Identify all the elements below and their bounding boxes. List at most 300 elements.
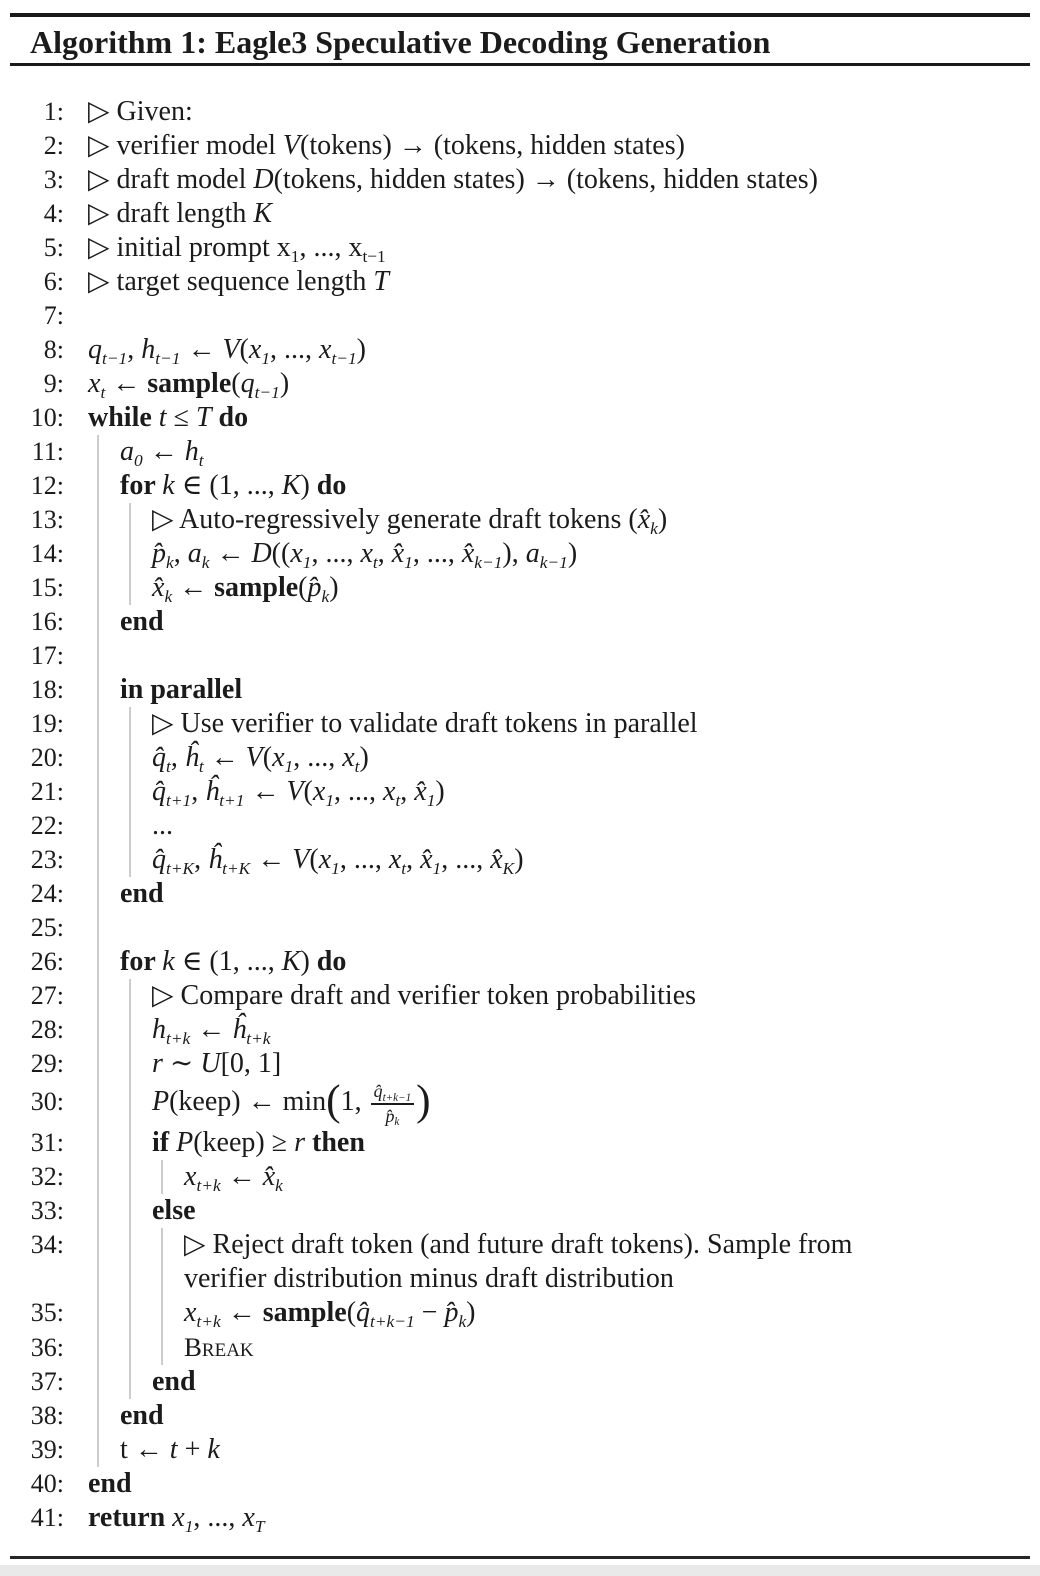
code-segment: ĥ — [232, 1014, 247, 1045]
code-segment: ← — [250, 844, 293, 875]
line-number: 13: — [30, 505, 64, 534]
indent-guide — [97, 945, 99, 979]
algo-line — [0, 197, 1040, 231]
indent-guide — [97, 605, 99, 639]
code-segment: ▷ target sequence length — [88, 266, 374, 297]
code-segment: ( — [346, 1297, 357, 1329]
algo-line — [0, 265, 1040, 299]
code-segment: t+1 — [219, 790, 245, 810]
line-content — [64, 1399, 1040, 1433]
indent-guide — [97, 503, 99, 537]
code-segment: t+k−1 — [382, 1091, 412, 1104]
code-segment: ▷ Given: — [88, 96, 193, 127]
line-number: 3: — [43, 165, 64, 194]
code-segment: k — [162, 470, 175, 501]
code-segment: ( — [231, 368, 241, 399]
algo-line — [0, 1501, 1040, 1535]
code-segment: for — [120, 470, 163, 501]
indent-guide — [161, 1296, 163, 1330]
algo-line — [0, 945, 1040, 979]
algo-line — [0, 605, 1040, 639]
line-content — [64, 741, 1040, 775]
line-content — [64, 809, 1040, 843]
code-segment: k−1 — [474, 552, 503, 572]
code-segment: x — [319, 334, 332, 365]
line-content — [64, 197, 1040, 231]
code-segment: 1 — [404, 552, 413, 572]
algo-line — [0, 435, 1040, 469]
indent-guide — [129, 809, 131, 843]
indent-guide — [129, 1160, 131, 1194]
algo-line — [0, 673, 1040, 707]
code-segment: h — [141, 334, 156, 365]
line-number: 24: — [30, 879, 64, 908]
code-segment: q̂ — [356, 1297, 371, 1329]
line-content — [64, 1296, 1040, 1330]
line-number: 33: — [30, 1196, 64, 1226]
algo-line — [0, 1160, 1040, 1194]
line-number: 10: — [30, 403, 64, 432]
line-content — [64, 843, 1040, 877]
code-segment: ≤ — [166, 402, 196, 433]
code-segment: t — [395, 790, 401, 810]
code-segment: ) — [329, 572, 339, 603]
code-segment: K — [253, 198, 273, 229]
indent-guide — [97, 809, 99, 843]
code-segment: 0 — [134, 450, 143, 470]
code-segment: x — [184, 1297, 197, 1329]
code-segment: t−1 — [362, 246, 386, 266]
code-segment: 1 — [432, 858, 442, 878]
indent-guide — [97, 911, 99, 945]
code-segment: x — [318, 844, 332, 875]
code-segment: ▷ initial prompt x — [88, 232, 291, 263]
line-content — [64, 401, 1040, 435]
indent-guide — [97, 1365, 99, 1399]
code-segment: t — [372, 552, 378, 572]
code-segment: do — [316, 470, 347, 501]
code-segment: end — [120, 1400, 164, 1432]
code-segment: ( — [303, 776, 313, 807]
code-segment: q̂ — [373, 1081, 383, 1101]
indent-guide — [97, 1296, 99, 1330]
indent-guide — [129, 1296, 131, 1330]
code-segment: P — [176, 1127, 194, 1159]
code-segment: x — [342, 742, 355, 773]
code-segment: t — [158, 402, 167, 433]
code-segment: t+k — [196, 1311, 221, 1331]
line-number: 29: — [30, 1049, 64, 1078]
algo-line — [0, 333, 1040, 367]
code-segment: T — [373, 266, 389, 297]
line-content — [64, 231, 1040, 265]
code-segment: (( — [271, 538, 291, 569]
line-number: 17: — [30, 641, 64, 670]
code-segment: ▷ draft length — [88, 198, 254, 229]
code-segment: ) — [359, 742, 369, 773]
code-segment: , — [173, 538, 188, 569]
algo-line — [0, 775, 1040, 809]
indent-guide — [129, 1126, 131, 1160]
code-segment: 1, — [340, 1086, 369, 1118]
code-segment: V — [282, 130, 301, 161]
code-segment: T — [195, 402, 212, 433]
code-segment: verifier distribution minus draft distribution — [184, 1263, 674, 1295]
code-segment: ← — [220, 1161, 263, 1193]
indent-guide — [97, 1330, 99, 1365]
indent-guide — [97, 639, 99, 673]
code-segment: t+k — [166, 1028, 191, 1048]
line-content — [64, 367, 1040, 401]
code-segment: , — [170, 742, 185, 773]
code-segment: k — [458, 1311, 467, 1331]
code-segment: ĥ — [208, 844, 223, 875]
code-segment: + — [177, 1434, 208, 1466]
code-segment: r — [152, 1048, 163, 1079]
indent-guide — [97, 707, 99, 741]
line-number: 8: — [43, 335, 64, 364]
line-content — [64, 435, 1040, 469]
code-segment: , ..., — [270, 334, 319, 365]
code-segment: K — [281, 946, 301, 977]
code-segment: ) — [567, 538, 578, 569]
algo-line — [0, 503, 1040, 537]
code-segment: ← — [244, 776, 287, 807]
indent-guide — [97, 673, 99, 707]
line-number: 36: — [30, 1333, 64, 1363]
code-segment: ← — [203, 742, 246, 773]
line-number: 37: — [30, 1367, 64, 1397]
code-segment: K — [502, 858, 515, 878]
line-content — [64, 1047, 1040, 1081]
code-segment: ∈ (1, ..., — [174, 946, 282, 977]
indent-guide — [129, 1228, 131, 1296]
code-segment: , ..., — [193, 1502, 243, 1534]
line-content — [64, 1013, 1040, 1047]
line-content — [64, 707, 1040, 741]
code-segment: k — [164, 586, 173, 606]
fraction — [371, 1081, 415, 1129]
line-number: 32: — [30, 1162, 64, 1192]
code-segment: 1 — [426, 790, 436, 810]
indent-guide — [97, 1433, 99, 1467]
code-segment: V — [222, 334, 240, 365]
algo-line — [0, 1296, 1040, 1330]
code-segment: 1 — [331, 858, 340, 878]
indent-guide — [97, 1228, 99, 1296]
code-segment: P — [152, 1086, 170, 1118]
line-content — [64, 129, 1040, 163]
indent-guide — [97, 571, 99, 605]
code-segment: q̂ — [152, 776, 166, 807]
code-segment: ( — [239, 334, 249, 365]
code-segment: k — [321, 586, 330, 606]
line-content — [64, 1160, 1040, 1194]
code-segment: V — [292, 844, 310, 875]
code-segment: t+K — [166, 858, 195, 878]
code-segment: h — [184, 436, 199, 467]
code-segment: return — [88, 1502, 173, 1534]
indent-guide — [129, 1013, 131, 1047]
code-segment: x̂ — [490, 844, 503, 875]
line-content — [64, 1194, 1040, 1228]
indent-guide — [97, 1126, 99, 1160]
code-segment: t — [100, 382, 106, 402]
code-segment: t+k — [246, 1028, 271, 1048]
code-segment: ∼ — [162, 1048, 201, 1079]
line-number: 38: — [30, 1401, 64, 1431]
code-segment: , ..., — [412, 538, 462, 569]
code-segment: x̂ — [637, 504, 651, 535]
frac-numerator — [371, 1081, 415, 1105]
line-content — [64, 503, 1040, 537]
code-segment: ( — [326, 1076, 341, 1125]
algo-line — [0, 1228, 1040, 1296]
line-number: 15: — [30, 573, 64, 602]
algo-line — [0, 741, 1040, 775]
indent-guide — [161, 1160, 163, 1194]
algo-line — [0, 843, 1040, 877]
code-segment: ) — [300, 946, 317, 977]
code-segment: a — [525, 538, 540, 569]
line-number: 39: — [30, 1435, 64, 1465]
line-number: 19: — [30, 709, 64, 738]
frac-denominator — [385, 1105, 399, 1127]
algo-line — [0, 1013, 1040, 1047]
code-segment: h — [152, 1014, 166, 1045]
code-segment: p̂ — [444, 1297, 459, 1329]
code-segment: ← — [180, 334, 223, 365]
line-content — [64, 945, 1040, 979]
code-segment: D — [251, 538, 272, 569]
line-content — [64, 1076, 1040, 1129]
indent-guide — [97, 1194, 99, 1228]
code-segment: 1 — [290, 246, 300, 266]
code-segment: t — [198, 756, 204, 776]
code-segment: k — [650, 518, 658, 538]
break-keyword: Break — [184, 1332, 254, 1363]
code-segment: 1 — [284, 756, 294, 776]
code-segment: k−1 — [539, 552, 568, 572]
code-segment: x̂ — [420, 844, 433, 875]
code-segment: t−1 — [254, 382, 280, 402]
line-number: 9: — [43, 369, 64, 398]
indent-guide — [129, 741, 131, 775]
line-number: 11: — [31, 437, 64, 466]
indent-guide — [97, 775, 99, 809]
code-segment: x — [383, 776, 396, 807]
code-segment: sample — [214, 572, 299, 603]
line-number: 2: — [43, 131, 64, 160]
code-segment: ( — [298, 572, 308, 603]
code-segment: k — [207, 1434, 220, 1466]
code-segment: t−1 — [331, 348, 357, 368]
code-segment: p̂ — [307, 572, 322, 603]
line-number: 12: — [30, 471, 64, 500]
line-content — [64, 1126, 1040, 1160]
code-segment: end — [88, 1468, 132, 1500]
code-segment: x — [388, 844, 402, 875]
line-number: 5: — [43, 233, 64, 262]
code-segment: , ..., — [339, 844, 389, 875]
line-content — [64, 673, 1040, 707]
code-segment: k — [275, 1175, 283, 1195]
algo-line — [0, 877, 1040, 911]
code-segment: sample — [262, 1297, 347, 1329]
code-segment: do — [211, 402, 249, 433]
line-content — [64, 163, 1040, 197]
line-number: 26: — [30, 947, 64, 976]
code-segment: T — [254, 1516, 265, 1536]
line-number: 16: — [30, 607, 64, 636]
code-segment: D — [253, 164, 274, 195]
indent-guide — [97, 1047, 99, 1081]
line-content — [64, 1330, 1040, 1365]
line-number: 14: — [30, 539, 64, 568]
code-segment: t — [198, 450, 204, 470]
code-segment: ▷ Use verifier to validate draft tokens in parallel — [152, 708, 698, 739]
algo-line — [0, 1467, 1040, 1501]
bottom-rule — [10, 1556, 1030, 1559]
line-number: 21: — [30, 777, 64, 806]
footer-strip — [0, 1565, 1040, 1576]
code-segment: , ..., — [441, 844, 491, 875]
code-segment: x̂ — [414, 776, 427, 807]
code-segment: ← — [172, 572, 215, 603]
code-segment: x — [184, 1161, 197, 1193]
code-segment: t — [401, 858, 407, 878]
code-segment: p̂ — [152, 538, 166, 569]
code-segment: ) — [657, 504, 668, 535]
code-segment: x̂ — [391, 538, 405, 569]
code-segment: x — [248, 334, 262, 365]
indent-guide — [129, 1365, 131, 1399]
code-segment: p̂ — [385, 1105, 395, 1126]
indent-guide — [129, 1047, 131, 1081]
line-number: 40: — [30, 1469, 64, 1499]
code-segment: x — [242, 1502, 255, 1534]
line-content — [64, 1365, 1040, 1399]
line-content — [64, 1501, 1040, 1535]
algo-line — [0, 911, 1040, 945]
code-segment: ĥ — [205, 776, 220, 807]
algo-line — [0, 367, 1040, 401]
line-number: 4: — [43, 199, 64, 228]
indent-guide — [97, 877, 99, 911]
code-segment: r — [294, 1127, 305, 1159]
line-number: 30: — [30, 1087, 64, 1117]
code-segment: V — [245, 742, 263, 773]
code-segment: ← — [105, 368, 148, 399]
code-segment: t — [354, 756, 360, 776]
line-number: 41: — [30, 1503, 64, 1533]
algo-line — [0, 1047, 1040, 1081]
algo-line — [0, 571, 1040, 605]
indent-guide — [129, 537, 131, 571]
code-segment: ( — [309, 844, 319, 875]
line-content — [64, 333, 1040, 367]
code-segment: K — [281, 470, 301, 501]
line-number: 28: — [30, 1015, 64, 1044]
line-number: 27: — [30, 981, 64, 1010]
code-segment: a — [120, 436, 134, 467]
algo-line — [0, 1194, 1040, 1228]
algo-line — [0, 231, 1040, 265]
line-content — [64, 1433, 1040, 1467]
code-segment: t — [169, 1434, 178, 1466]
code-segment: x — [312, 776, 326, 807]
indent-guide — [129, 1330, 131, 1365]
indent-guide — [97, 1160, 99, 1194]
code-segment: , ..., — [311, 538, 361, 569]
algo-line — [0, 1399, 1040, 1433]
code-segment: t−1 — [102, 348, 128, 368]
code-segment: ← — [142, 436, 185, 467]
indent-guide — [129, 503, 131, 537]
line-content — [64, 265, 1040, 299]
code-segment: in parallel — [120, 674, 243, 705]
algorithm-title: Algorithm 1: Eagle3 Speculative Decoding Generation — [30, 24, 771, 60]
indent-guide — [97, 979, 99, 1013]
indent-guide — [97, 1013, 99, 1047]
code-segment: x — [88, 368, 101, 399]
code-segment: t — [166, 756, 171, 776]
code-segment: t−1 — [155, 348, 181, 368]
code-segment: , ..., — [293, 742, 343, 773]
title-rule — [10, 63, 1030, 66]
line-number: 7: — [43, 301, 64, 330]
line-content — [64, 571, 1040, 605]
code-segment: ĥ — [184, 742, 199, 773]
code-segment: ... — [152, 810, 173, 841]
code-segment: do — [316, 946, 347, 977]
algo-line — [0, 537, 1040, 571]
code-segment: (tokens) → (tokens, hidden states) — [300, 130, 685, 161]
code-segment: ▷ Reject draft token (and future draft tokens). Sample from — [184, 1229, 853, 1261]
line-content — [64, 469, 1040, 503]
code-segment: (keep) ≥ — [193, 1127, 295, 1159]
indent-guide — [97, 537, 99, 571]
code-segment: , — [406, 844, 421, 875]
indent-guide — [97, 1399, 99, 1433]
code-segment: t+k — [196, 1175, 221, 1195]
code-segment: ), — [502, 538, 526, 569]
line-number: 25: — [30, 913, 64, 942]
algo-line — [0, 639, 1040, 673]
indent-guide — [129, 707, 131, 741]
code-segment: x̂ — [262, 1161, 276, 1193]
algo-line — [0, 1365, 1040, 1399]
line-content — [64, 979, 1040, 1013]
code-segment: sample — [147, 368, 232, 399]
code-segment: 1 — [325, 790, 334, 810]
indent-guide — [97, 843, 99, 877]
algo-line — [0, 1126, 1040, 1160]
code-segment: ) — [300, 470, 317, 501]
code-segment: ) — [514, 844, 524, 875]
code-segment: x — [290, 538, 303, 569]
algo-line — [0, 707, 1040, 741]
indent-guide — [97, 1081, 99, 1126]
code-segment: end — [152, 1366, 196, 1398]
code-segment: , ..., x — [299, 232, 363, 263]
line-content — [64, 1467, 1040, 1501]
code-segment: x̂ — [461, 538, 475, 569]
code-segment: ▷ draft model — [88, 164, 254, 195]
code-segment: 1 — [261, 348, 270, 368]
code-segment: ) — [416, 1076, 431, 1125]
line-content — [64, 95, 1040, 129]
